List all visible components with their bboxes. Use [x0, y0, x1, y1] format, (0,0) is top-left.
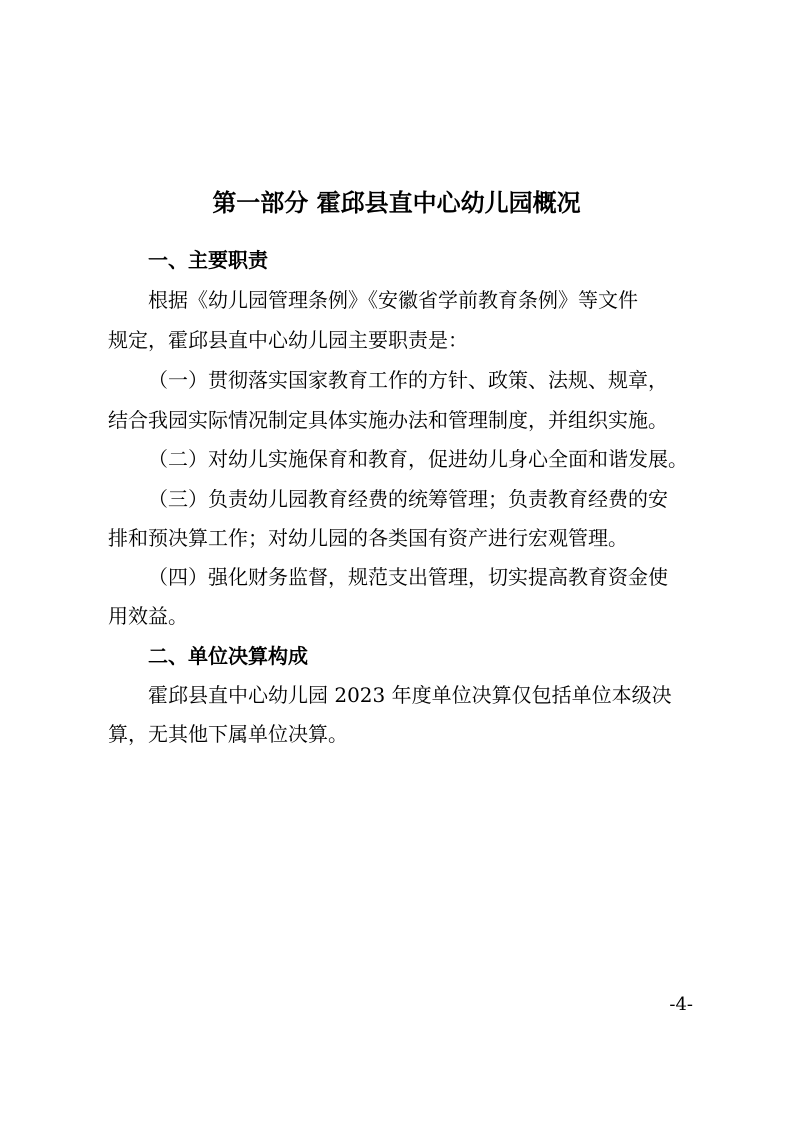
paragraph-line: 用效益。	[108, 604, 188, 628]
paragraph-line: 霍邱县直中心幼儿园 2023 年度单位决算仅包括单位本级决	[148, 683, 672, 707]
paragraph-line: 规定，霍邱县直中心幼儿园主要职责是：	[108, 328, 468, 352]
paragraph-line: 结合我园实际情况制定具体实施办法和管理制度，并组织实施。	[108, 408, 668, 432]
paragraph-line: 算，无其他下属单位决算。	[108, 722, 348, 746]
section-heading-duties: 一、主要职责	[148, 248, 268, 272]
section-heading-composition: 二、单位决算构成	[148, 644, 308, 668]
paragraph-line: （四）强化财务监督，规范支出管理，切实提高教育资金使	[148, 565, 668, 589]
paragraph-line: （一）贯彻落实国家教育工作的方针、政策、法规、规章，	[148, 368, 668, 392]
paragraph-line: 排和预决算工作；对幼儿园的各类国有资产进行宏观管理。	[108, 526, 628, 550]
page-number: -4-	[669, 994, 693, 1015]
paragraph-line: （三）负责幼儿园教育经费的统筹管理；负责教育经费的安	[148, 487, 668, 511]
paragraph-line: （二）对幼儿实施保育和教育，促进幼儿身心全面和谐发展。	[148, 447, 688, 471]
document-title: 第一部分 霍邱县直中心幼儿园概况	[212, 189, 581, 217]
paragraph-line: 根据《幼儿园管理条例》《安徽省学前教育条例》等文件	[148, 288, 638, 312]
